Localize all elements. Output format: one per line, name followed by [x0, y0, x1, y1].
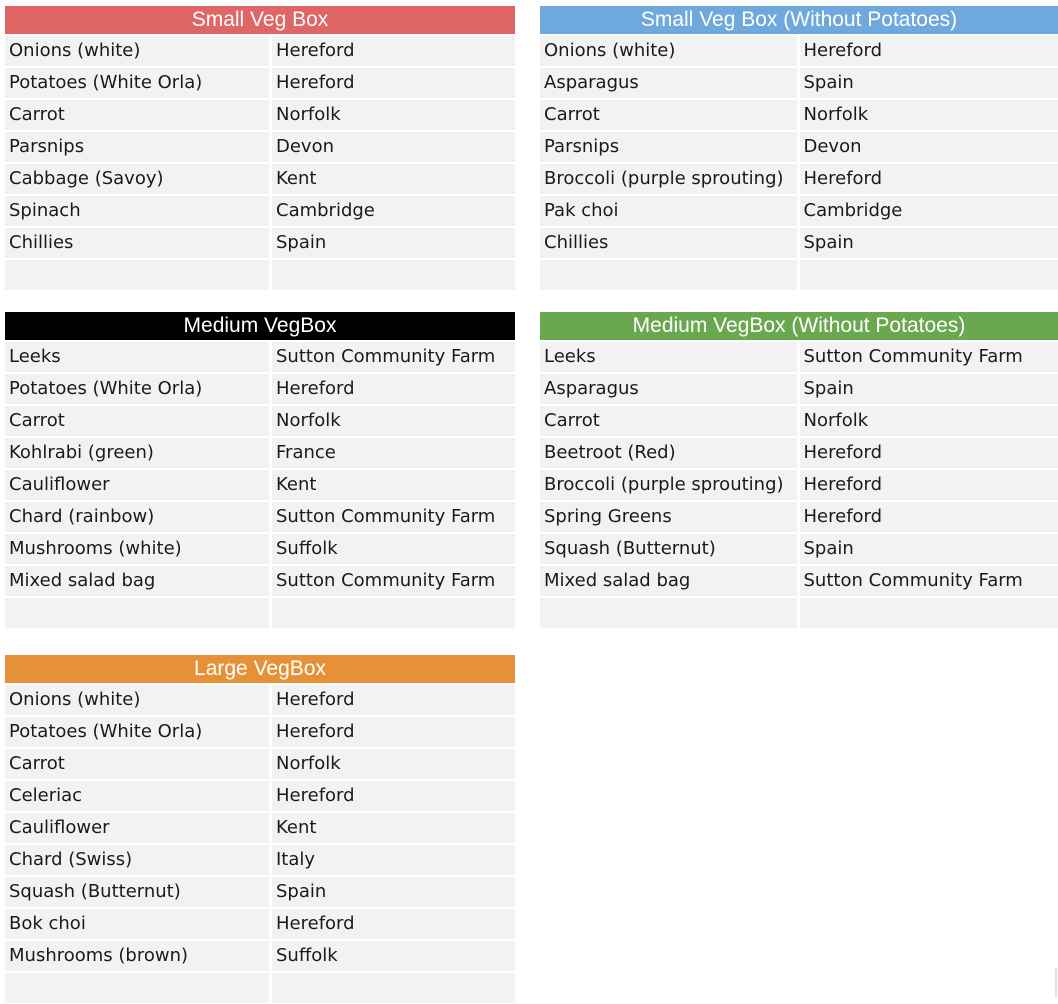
- vegetable-cell[interactable]: Carrot: [540, 100, 797, 130]
- vegetable-cell[interactable]: Beetroot (Red): [540, 438, 797, 468]
- small-veg-box-table: [5, 6, 515, 290]
- table-row: [540, 164, 1058, 194]
- vegetable-cell[interactable]: Carrot: [5, 749, 269, 779]
- vegetable-cell[interactable]: Cauliflower: [5, 470, 269, 500]
- vegetable-cell[interactable]: Carrot: [540, 406, 797, 436]
- vegetable-cell[interactable]: Leeks: [5, 342, 269, 372]
- vegetable-cell[interactable]: Asparagus: [540, 374, 797, 404]
- table-row: [5, 845, 515, 875]
- table-row: [540, 68, 1058, 98]
- table-row: [5, 717, 515, 747]
- origin-cell[interactable]: Sutton Community Farm: [272, 502, 515, 532]
- table-row: [540, 502, 1058, 532]
- small-veg-box-header: Small Veg Box: [5, 6, 515, 34]
- table-row: [540, 438, 1058, 468]
- table-row: [5, 973, 515, 1003]
- table-row: [5, 909, 515, 939]
- table-row: [5, 502, 515, 532]
- origin-cell[interactable]: Suffolk: [272, 534, 515, 564]
- table-row: [5, 406, 515, 436]
- large-vegbox-rows: [5, 685, 515, 1003]
- vegetable-cell[interactable]: Pak choi: [540, 196, 797, 226]
- vegetable-cell[interactable]: Spinach: [5, 196, 269, 226]
- table-row: [540, 132, 1058, 162]
- small-veg-box-no-potatoes-header: Small Veg Box (Without Potatoes): [540, 6, 1058, 34]
- medium-vegbox-header: Medium VegBox: [5, 312, 515, 340]
- table-row: [5, 36, 515, 66]
- origin-cell[interactable]: Norfolk: [272, 749, 515, 779]
- origin-cell[interactable]: Sutton Community Farm: [800, 566, 1058, 596]
- origin-cell[interactable]: Spain: [272, 228, 515, 258]
- large-vegbox-table: [5, 655, 515, 1003]
- large-vegbox-header: Large VegBox: [5, 655, 515, 683]
- vegetable-cell[interactable]: Cauliflower: [5, 813, 269, 843]
- vegetable-cell[interactable]: [5, 598, 269, 628]
- origin-cell[interactable]: Hereford: [272, 374, 515, 404]
- table-row: [540, 598, 1058, 628]
- table-row: [540, 566, 1058, 596]
- origin-cell[interactable]: Norfolk: [272, 406, 515, 436]
- origin-cell[interactable]: Hereford: [272, 717, 515, 747]
- vegetable-cell[interactable]: Squash (Butternut): [5, 877, 269, 907]
- table-row: [540, 260, 1058, 290]
- origin-cell[interactable]: Norfolk: [800, 100, 1058, 130]
- origin-cell[interactable]: Spain: [800, 68, 1058, 98]
- origin-cell[interactable]: Sutton Community Farm: [800, 342, 1058, 372]
- table-row: [540, 36, 1058, 66]
- origin-cell[interactable]: Hereford: [800, 438, 1058, 468]
- origin-cell[interactable]: Spain: [272, 877, 515, 907]
- medium-vegbox-rows: [5, 342, 515, 628]
- table-row: [5, 164, 515, 194]
- vegetable-cell[interactable]: Bok choi: [5, 909, 269, 939]
- table-row: [5, 685, 515, 715]
- vegetable-cell[interactable]: Onions (white): [5, 36, 269, 66]
- table-row: [5, 438, 515, 468]
- origin-cell[interactable]: Sutton Community Farm: [272, 342, 515, 372]
- medium-vegbox-table: [5, 312, 515, 628]
- origin-cell[interactable]: Devon: [800, 132, 1058, 162]
- origin-cell[interactable]: Hereford: [800, 502, 1058, 532]
- origin-cell[interactable]: Kent: [272, 164, 515, 194]
- vegetable-cell[interactable]: Chard (Swiss): [5, 845, 269, 875]
- table-row: [540, 100, 1058, 130]
- origin-cell[interactable]: Cambridge: [800, 196, 1058, 226]
- vegetable-cell[interactable]: Cabbage (Savoy): [5, 164, 269, 194]
- vegetable-cell[interactable]: Broccoli (purple sprouting): [540, 164, 797, 194]
- origin-cell[interactable]: [272, 260, 515, 290]
- table-row: [5, 813, 515, 843]
- vegetable-cell[interactable]: Mushrooms (white): [5, 534, 269, 564]
- medium-vegbox-no-potatoes-header: Medium VegBox (Without Potatoes): [540, 312, 1058, 340]
- vegetable-cell[interactable]: Kohlrabi (green): [5, 438, 269, 468]
- table-row: [540, 342, 1058, 372]
- vegetable-cell[interactable]: Parsnips: [5, 132, 269, 162]
- vegetable-cell[interactable]: Broccoli (purple sprouting): [540, 470, 797, 500]
- table-row: [5, 566, 515, 596]
- table-row: [5, 941, 515, 971]
- table-row: [5, 132, 515, 162]
- vegetable-cell[interactable]: Spring Greens: [540, 502, 797, 532]
- vegetable-cell[interactable]: Celeriac: [5, 781, 269, 811]
- origin-cell[interactable]: France: [272, 438, 515, 468]
- medium-vegbox-no-potatoes-table: [540, 312, 1058, 628]
- vegetable-cell[interactable]: Mushrooms (brown): [5, 941, 269, 971]
- table-row: [540, 196, 1058, 226]
- origin-cell[interactable]: Hereford: [800, 36, 1058, 66]
- vegetable-cell[interactable]: Onions (white): [5, 685, 269, 715]
- small-veg-box-no-potatoes-rows: [540, 36, 1058, 290]
- origin-cell[interactable]: [800, 598, 1058, 628]
- vegetable-cell[interactable]: Asparagus: [540, 68, 797, 98]
- vegetable-cell[interactable]: [5, 260, 269, 290]
- vegetable-cell[interactable]: Chard (rainbow): [5, 502, 269, 532]
- vegetable-cell[interactable]: Potatoes (White Orla): [5, 68, 269, 98]
- origin-cell[interactable]: Spain: [800, 374, 1058, 404]
- origin-cell[interactable]: Hereford: [272, 781, 515, 811]
- table-row: [5, 68, 515, 98]
- origin-cell[interactable]: Suffolk: [272, 941, 515, 971]
- table-row: [5, 374, 515, 404]
- table-row: [5, 598, 515, 628]
- small-veg-box-rows: [5, 36, 515, 290]
- origin-cell[interactable]: Hereford: [272, 36, 515, 66]
- small-veg-box-no-potatoes-table: [540, 6, 1058, 290]
- table-row: [540, 406, 1058, 436]
- vegetable-cell[interactable]: [540, 260, 797, 290]
- origin-cell[interactable]: Cambridge: [272, 196, 515, 226]
- vegetable-cell[interactable]: Chillies: [5, 228, 269, 258]
- vegetable-cell[interactable]: Carrot: [5, 100, 269, 130]
- origin-cell[interactable]: Spain: [800, 534, 1058, 564]
- vegetable-cell[interactable]: Carrot: [5, 406, 269, 436]
- origin-cell[interactable]: Hereford: [272, 909, 515, 939]
- origin-cell[interactable]: Sutton Community Farm: [272, 566, 515, 596]
- table-row: [5, 342, 515, 372]
- origin-cell[interactable]: Hereford: [800, 164, 1058, 194]
- vegetable-cell[interactable]: Mixed salad bag: [5, 566, 269, 596]
- origin-cell[interactable]: Devon: [272, 132, 515, 162]
- origin-cell[interactable]: Hereford: [800, 470, 1058, 500]
- table-row: [540, 534, 1058, 564]
- origin-cell[interactable]: Kent: [272, 470, 515, 500]
- vegetable-cell[interactable]: [540, 598, 797, 628]
- origin-cell[interactable]: Hereford: [272, 685, 515, 715]
- column-gridline: [1055, 968, 1057, 998]
- origin-cell[interactable]: Norfolk: [800, 406, 1058, 436]
- vegetable-cell[interactable]: Squash (Butternut): [540, 534, 797, 564]
- vegetable-cell[interactable]: Onions (white): [540, 36, 797, 66]
- origin-cell[interactable]: Kent: [272, 813, 515, 843]
- medium-vegbox-no-potatoes-rows: [540, 342, 1058, 628]
- vegetable-cell[interactable]: Mixed salad bag: [540, 566, 797, 596]
- origin-cell[interactable]: [800, 260, 1058, 290]
- table-row: [5, 877, 515, 907]
- vegetable-cell[interactable]: [5, 973, 269, 1003]
- vegetable-cell[interactable]: Chillies: [540, 228, 797, 258]
- table-row: [540, 228, 1058, 258]
- table-row: [5, 228, 515, 258]
- table-row: [5, 196, 515, 226]
- origin-cell[interactable]: [272, 973, 515, 1003]
- table-row: [5, 749, 515, 779]
- origin-cell[interactable]: Spain: [800, 228, 1058, 258]
- table-row: [5, 260, 515, 290]
- vegetable-cell[interactable]: Potatoes (White Orla): [5, 374, 269, 404]
- table-row: [540, 470, 1058, 500]
- table-row: [5, 470, 515, 500]
- origin-cell[interactable]: [272, 598, 515, 628]
- table-row: [5, 781, 515, 811]
- origin-cell[interactable]: Hereford: [272, 68, 515, 98]
- vegetable-cell[interactable]: Parsnips: [540, 132, 797, 162]
- origin-cell[interactable]: Norfolk: [272, 100, 515, 130]
- vegetable-cell[interactable]: Potatoes (White Orla): [5, 717, 269, 747]
- origin-cell[interactable]: Italy: [272, 845, 515, 875]
- vegetable-cell[interactable]: Leeks: [540, 342, 797, 372]
- table-row: [5, 534, 515, 564]
- table-row: [5, 100, 515, 130]
- table-row: [540, 374, 1058, 404]
